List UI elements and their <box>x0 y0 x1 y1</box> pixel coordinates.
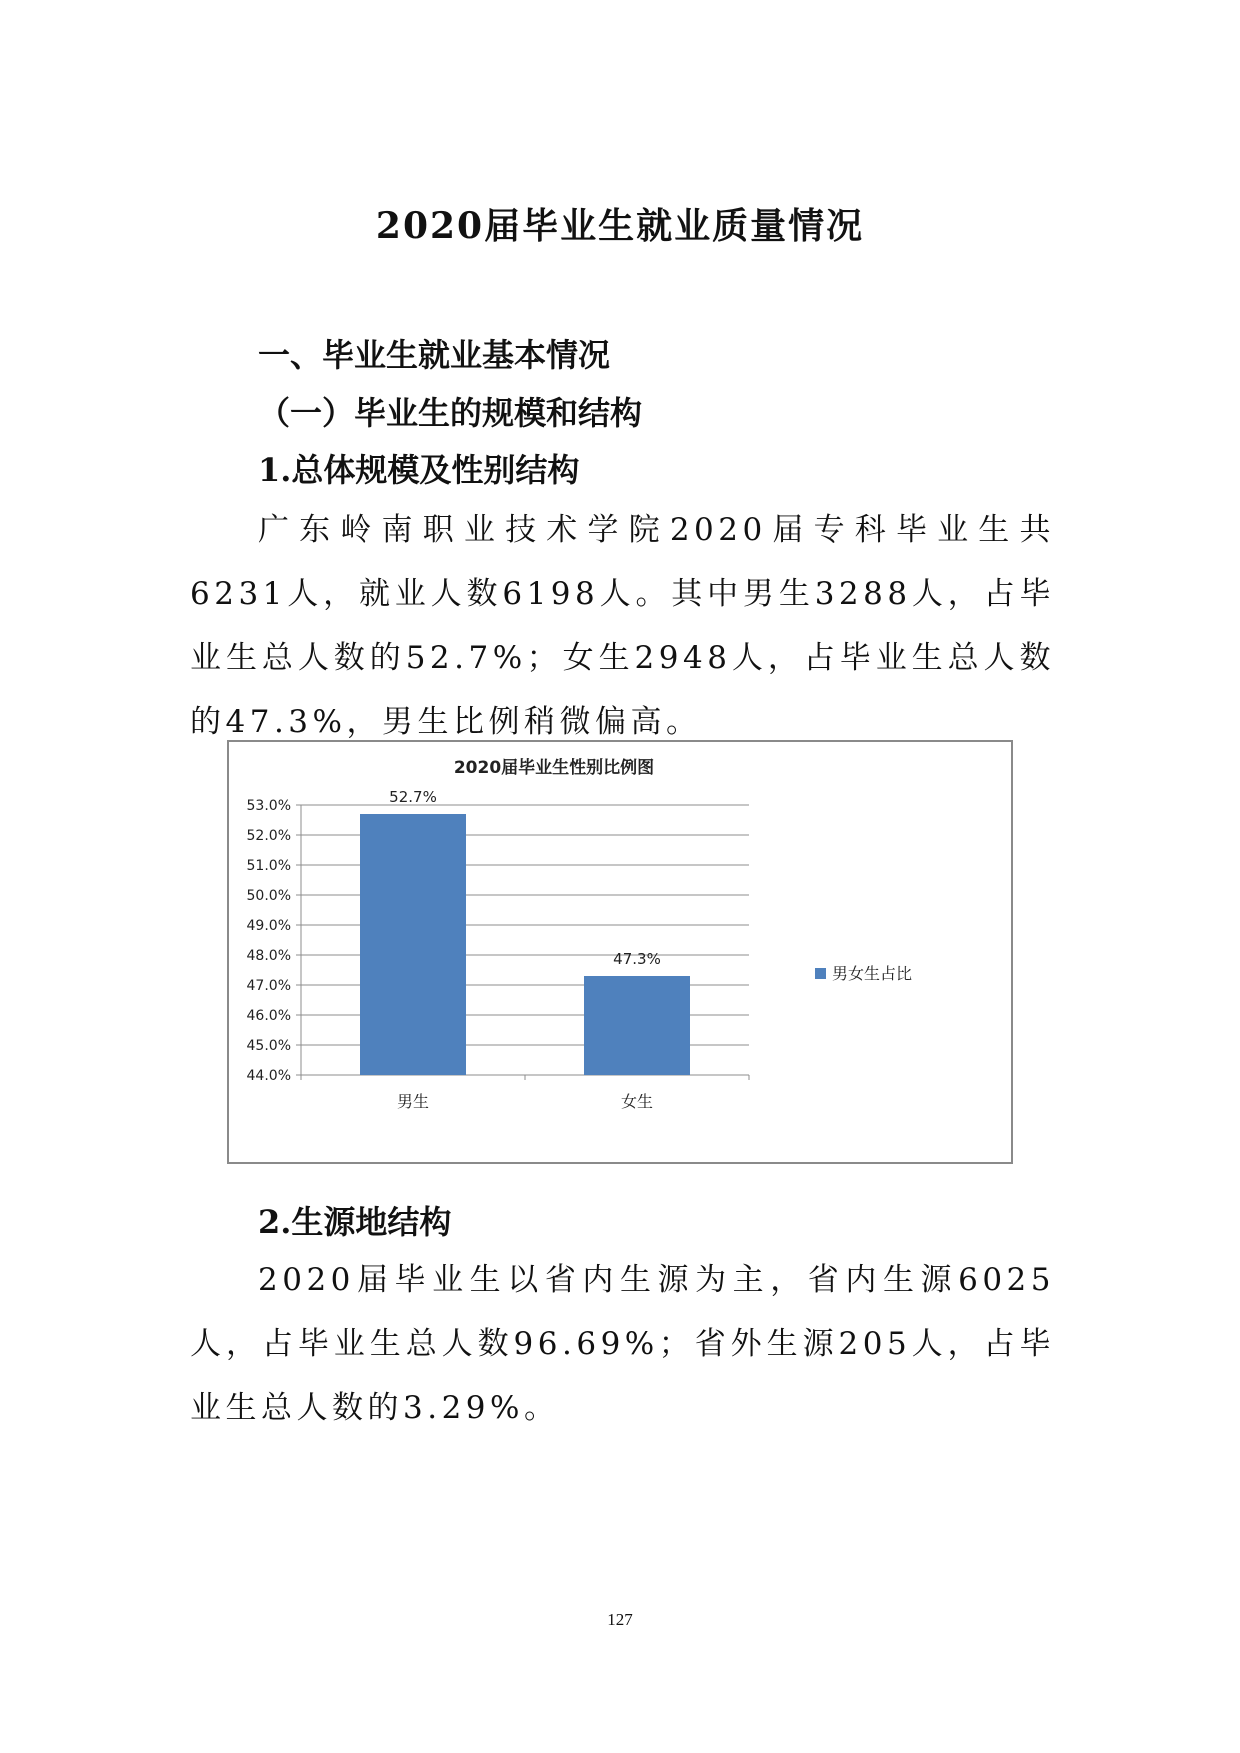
y-tick-label: 47.0% <box>246 978 291 994</box>
legend-label: 男女生占比 <box>832 964 913 983</box>
gender-paragraph: 广东岭南职业技术学院2020届专科毕业生共6231人，就业人数6198人。其中男生3288人，占毕业生总人数的52.7%；女生2948人，占毕业生总人数的47.3%，男生比例稍微偏高。 <box>190 512 1055 740</box>
gender-bar-chart <box>229 742 1011 1162</box>
bar-2 <box>584 976 690 1075</box>
subsection-heading: （一）毕业生的规模和结构 <box>258 394 643 432</box>
origin-paragraph: 2020届毕业生以省内生源为主，省内生源6025人，占毕业生总人数96.69%；省外生源205人，占毕业生总人数的3.29%。 <box>190 1262 1055 1426</box>
y-tick-label: 48.0% <box>246 948 291 964</box>
y-tick-label: 49.0% <box>246 918 291 934</box>
category-label: 男生 <box>396 1092 430 1111</box>
item-heading-origin: 2.生源地结构 <box>258 1203 452 1241</box>
y-tick-label: 51.0% <box>246 858 291 874</box>
y-tick-label: 46.0% <box>246 1008 291 1024</box>
category-label: 女生 <box>620 1092 654 1111</box>
data-label: 47.3% <box>613 950 661 968</box>
y-tick-label: 44.0% <box>246 1068 291 1084</box>
y-tick-label: 50.0% <box>246 888 291 904</box>
data-label: 52.7% <box>389 788 437 806</box>
legend-swatch <box>815 968 826 979</box>
y-tick-label: 52.0% <box>246 828 291 844</box>
item-heading-gender: 1.总体规模及性别结构 <box>258 451 580 489</box>
page-number: 127 <box>607 1610 633 1629</box>
page-title: 2020届毕业生就业质量情况 <box>375 205 865 247</box>
section-heading: 一、毕业生就业基本情况 <box>258 336 611 374</box>
y-tick-label: 53.0% <box>246 798 291 814</box>
chart-title: 2020届毕业生性别比例图 <box>453 758 655 778</box>
bar-1 <box>360 814 466 1075</box>
y-tick-label: 45.0% <box>246 1038 291 1054</box>
gender-chart <box>227 740 1013 1164</box>
